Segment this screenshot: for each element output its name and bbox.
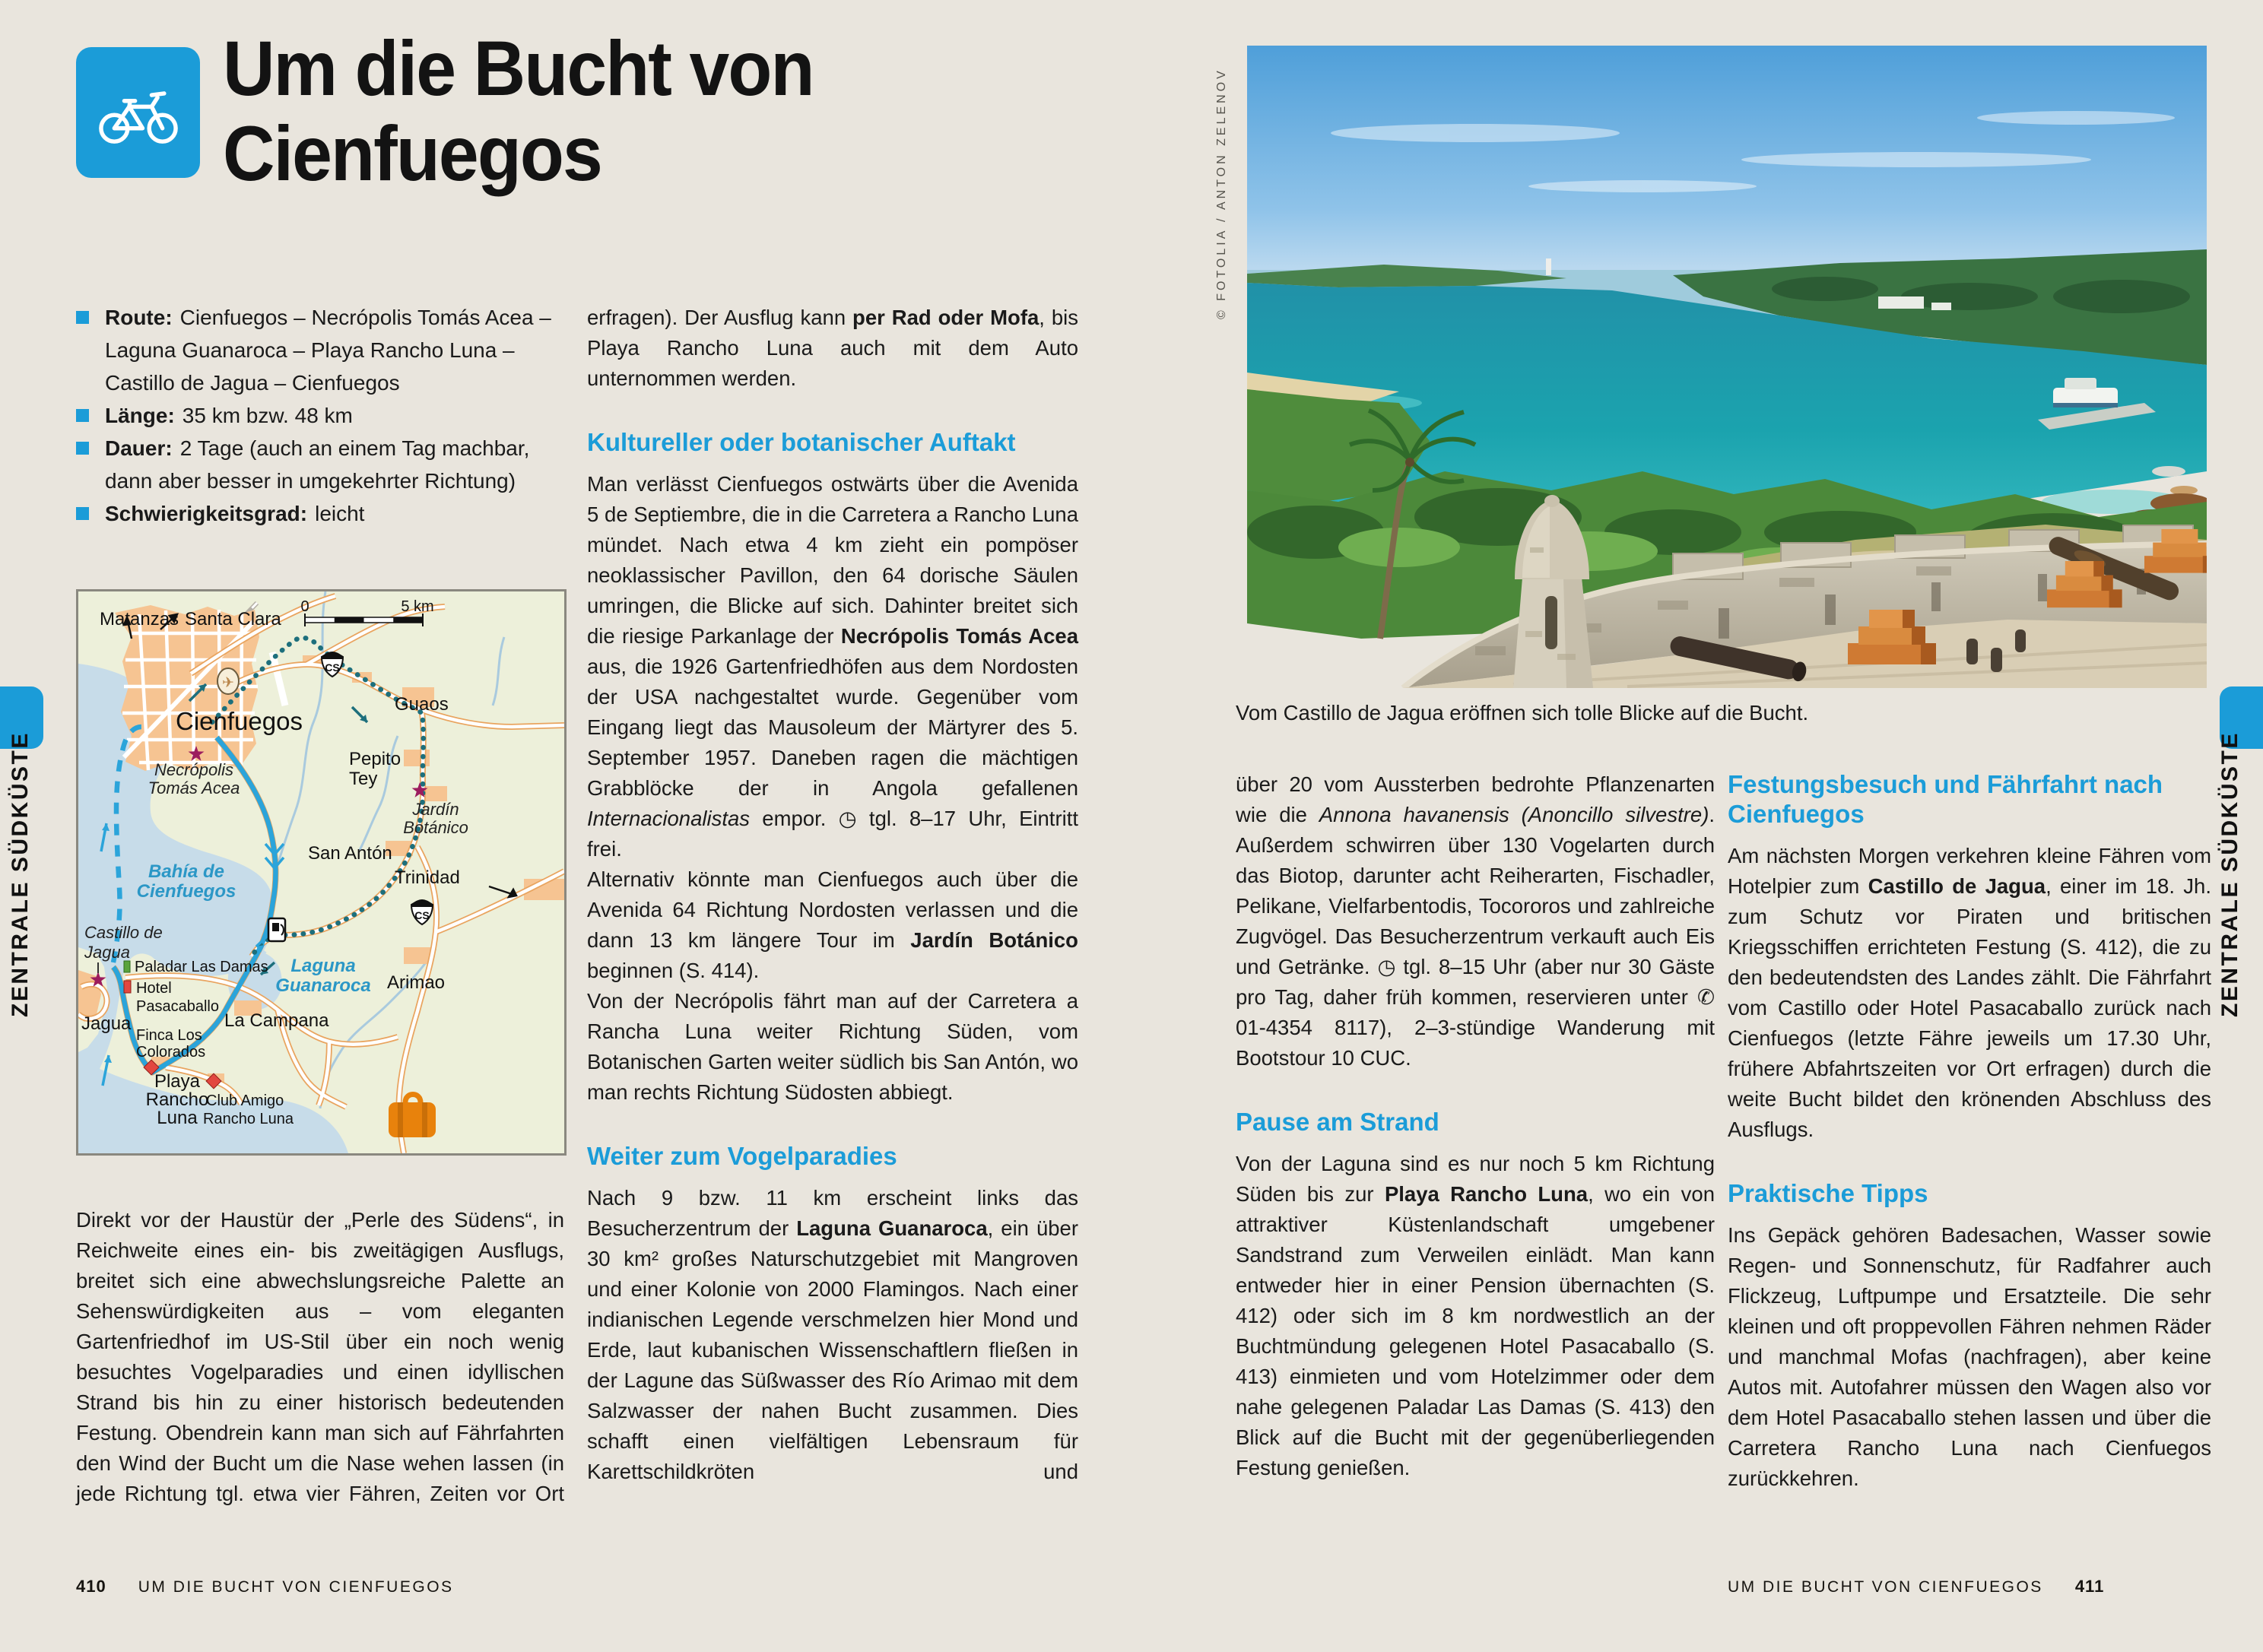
svg-text:Guanaroca: Guanaroca bbox=[275, 975, 371, 996]
right-page-column-1 bbox=[1236, 769, 1715, 1483]
svg-text:Laguna: Laguna bbox=[290, 956, 356, 976]
running-title: UM DIE BUCHT VON CIENFUEGOS bbox=[1728, 1578, 2043, 1596]
paragraph: Von der Necrópolis fährt man auf der Carretera a Rancha Luna weiter Richtung Süden, vom Botanischen Garten weiter südlich bis San Antón, wo man rechts Richtung Südosten abbiegt. bbox=[587, 989, 1078, 1104]
right-page-column-2 bbox=[1728, 769, 2211, 1494]
svg-text:Playa: Playa bbox=[154, 1071, 201, 1092]
svg-text:CS: CS bbox=[414, 909, 430, 921]
paragraph: Am nächsten Morgen verkehren kleine Fähren vom Hotelpier zum Castillo de Jagua, einer im 18. Jh. zum Schutz vor Piraten und britischen Kriegsschiffen errichteten Festung (S. 412), die zu den bedeutendsten des Landes zählt. Die Fährfahrt vom Castillo oder Hotel Pasacaballo zurück nach Cienfuegos (letzte Fähre jeweils um 17.30 Uhr, frühere Abfahrtszeiten vor Ort erfragen) durch die weite Bucht bildet den krönenden Abschluss des Ausflugs. bbox=[1728, 844, 2211, 1141]
svg-text:Bahía de: Bahía de bbox=[148, 861, 225, 882]
running-title: UM DIE BUCHT VON CIENFUEGOS bbox=[138, 1578, 454, 1596]
footer-right bbox=[1728, 1577, 2104, 1597]
svg-text:Colorados: Colorados bbox=[136, 1044, 206, 1061]
spec-length: Länge: 35 km bzw. 48 km bbox=[76, 399, 563, 432]
bullet-square-icon bbox=[76, 507, 89, 520]
section-heading: Pause am Strand bbox=[1236, 1108, 1439, 1136]
photo-credit: © FOTOLIA / ANTON ZELENOV bbox=[1215, 68, 1228, 319]
svg-text:Jagua: Jagua bbox=[81, 1013, 132, 1034]
left-page-column-2 bbox=[587, 303, 1078, 1487]
svg-text:Tomás Acea: Tomás Acea bbox=[148, 778, 240, 797]
bicycle-icon bbox=[76, 47, 200, 178]
svg-text:0: 0 bbox=[300, 598, 309, 615]
airport-icon bbox=[217, 668, 239, 694]
page-title: Um die Bucht von Cienfuegos bbox=[223, 25, 814, 197]
section-tab-right: ZENTRALE SÜDKÜSTE bbox=[2217, 731, 2242, 1017]
svg-text:Matanzas: Matanzas bbox=[100, 609, 179, 629]
page-number: 411 bbox=[2074, 1577, 2105, 1596]
section-heading: Kultureller oder botanischer Auftakt bbox=[587, 428, 1016, 456]
bullet-square-icon bbox=[76, 442, 89, 455]
page-number: 410 bbox=[76, 1577, 106, 1596]
bullet-square-icon bbox=[76, 311, 89, 324]
section-heading: Festungsbesuch und Fährfahrt nach Cienfuegos bbox=[1728, 770, 2163, 828]
svg-text:La Campana: La Campana bbox=[224, 1010, 329, 1031]
svg-text:Santa Clara: Santa Clara bbox=[185, 609, 281, 629]
paragraph: Von der Laguna sind es nur noch 5 km Richtung Süden bis zur Playa Rancho Luna, wo ein von attraktiver Küstenlandschaft umgebener Sandstrand zum Verweilen einlädt. Man kann entweder hier in einer Pension übernachten (S. 412) oder sich im 8 km nordwestlich an der Buchtmündung gelegenen Hotel Pasacaballo (S. 413) einmieten und vom Hotelzimmer oder dem nahe gelegenen Paladar Las Damas (S. 413) den Blick auf die Bucht mit der gegenüberliegenden Festung genießen. bbox=[1236, 1152, 1715, 1479]
svg-text:Rancho Luna: Rancho Luna bbox=[203, 1111, 294, 1127]
svg-text:Cienfuegos: Cienfuegos bbox=[136, 881, 236, 902]
section-heading: Weiter zum Vogelparadies bbox=[587, 1142, 897, 1170]
svg-text:Trinidad: Trinidad bbox=[395, 867, 460, 888]
svg-text:5 km: 5 km bbox=[401, 598, 434, 615]
spec-route: Route: Cienfuegos – Necrópolis Tomás Acea – Laguna Guanaroca – Playa Rancho Luna – Castillo de Jagua – Cienfuegos bbox=[76, 301, 563, 399]
paragraph: Man verlässt Cienfuegos ostwärts über die Avenida 5 de Septiembre, die in die Carretera a Rancho Luna mündet. Nach etwa 4 km zieht ein pompöser neoklassischer Pavillon, den 64 dorische Säulen umringen, die Blicke auf sich. Dahinter breitet sich die riesige Parkanlage der Necrópolis Tomás Acea aus, die 1926 Gartenfriedhöfen aus dem Nordosten der USA nachgestaltet wurde. Gegenüber vom Eingang liegt das Mausoleum der Märtyrer des 5. September 1957. Daneben ragen die mächtigen Grabblöcke der in Angola gefallenen Internacionalistas empor. ◷ tgl. 8–17 Uhr, Eintritt frei. bbox=[587, 472, 1079, 861]
svg-text:✈: ✈ bbox=[222, 675, 234, 691]
route-map bbox=[76, 589, 567, 1156]
gas-station-icon bbox=[268, 918, 285, 941]
photo-caption: Vom Castillo de Jagua eröffnen sich tolle Blicke auf die Bucht. bbox=[1236, 701, 1809, 725]
spec-difficulty: Schwierigkeitsgrad: leicht bbox=[76, 497, 563, 530]
paragraph: Alternativ könnte man Cienfuegos auch über die Avenida 64 Richtung Nordosten verlassen und die dann 13 km längere Tour im Jardín Botánico beginnen (S. 414). bbox=[587, 867, 1078, 982]
bullet-square-icon bbox=[76, 409, 89, 422]
svg-text:Tey: Tey bbox=[349, 769, 378, 789]
paragraph: Ins Gepäck gehören Badesachen, Wasser sowie Regen- und Sonnenschutz, für Radfahrer auch Flickzeug, Luftpumpe und Ersatzteile. Die sehr kleinen und oft proppevollen Fähren nehmen Räder und manchmal Mofas (nachfragen), aber keine Autos mit. Autofahrer müssen den Wagen also vor dem Hotel Pasacaballo stehen lassen und über die Carretera Rancho Luna nach Cienfuegos zurückkehren. bbox=[1728, 1223, 2211, 1490]
section-heading: Praktische Tipps bbox=[1728, 1179, 1928, 1207]
svg-text:Hotel: Hotel bbox=[136, 980, 172, 997]
svg-text:Luna: Luna bbox=[157, 1108, 198, 1128]
paragraph: erfragen). Der Ausflug kann per Rad oder Mofa, bis Playa Rancho Luna auch mit dem Auto unternommen werden. bbox=[587, 306, 1079, 390]
svg-text:Pasacaballo: Pasacaballo bbox=[136, 998, 219, 1015]
svg-text:Club Amigo: Club Amigo bbox=[206, 1092, 284, 1109]
svg-text:CS: CS bbox=[325, 661, 340, 674]
svg-text:Rancho: Rancho bbox=[145, 1089, 209, 1110]
spec-duration: Dauer: 2 Tage (auch an einem Tag machbar, dann aber besser in umgekehrter Richtung) bbox=[76, 432, 563, 497]
paragraph: über 20 vom Aussterben bedrohte Pflanzenarten wie die Annona havanensis (Anoncillo silvestre). Außerdem schwirren über 130 Vogelarten durch das Biotop, darunter acht Reiherarten, Fischadler, Pelikane, Vielfarbentodis, Tocororos und zahlreiche Zugvögel. Das Besucherzentrum verkauft auch Eis und Getränke. ◷ tgl. 8–15 Uhr (aber nur 30 Gäste pro Tag, daher früh kommen, reservieren unter ✆ 01-4354 8117), 2–3-stündige Wanderung mit Bootstour 10 CUC. bbox=[1236, 772, 1715, 1070]
svg-text:Jagua: Jagua bbox=[84, 943, 130, 962]
route-specs bbox=[76, 301, 563, 530]
svg-text:Arimao: Arimao bbox=[387, 972, 446, 993]
svg-text:Castillo de: Castillo de bbox=[84, 923, 163, 942]
svg-text:San Antón: San Antón bbox=[308, 843, 392, 864]
svg-text:Necrópolis: Necrópolis bbox=[154, 760, 233, 779]
svg-text:Paladar Las Damas: Paladar Las Damas bbox=[135, 959, 268, 975]
section-tab-left: ZENTRALE SÜDKÜSTE bbox=[8, 731, 33, 1017]
svg-text:Cienfuegos: Cienfuegos bbox=[176, 707, 303, 735]
footer-left bbox=[76, 1577, 454, 1597]
paragraph: Nach 9 bzw. 11 km erscheint links das Besucherzentrum der Laguna Guanaroca, ein über 30 km² großes Naturschutzgebiet mit Mangroven und einer Kolonie von 2000 Flamingos. Nach einer indianischen Legende verschmelzen hier Mond und Erde, laut kubanischen Wissenschaftlern fließen in der Lagune das Süßwasser des Río Arimao mit dem Salzwasser der nahen Bucht zusammen. Dies schafft einen vielfältigen Lebensraum für Karettschildkröten und bbox=[587, 1186, 1078, 1483]
svg-text:Pepito: Pepito bbox=[349, 749, 402, 769]
svg-text:Botánico: Botánico bbox=[403, 818, 468, 837]
svg-text:Finca Los: Finca Los bbox=[136, 1027, 202, 1044]
castillo-photo bbox=[1247, 46, 2207, 688]
intro-paragraph: Direkt vor der Haustür der „Perle des Südens“, in Reichweite eines ein- bis zweitägigen Ausflugs, breitet sich eine abwechslungsreiche Palette an Sehenswürdigkeiten aus – vom eleganten Gartenfriedhof im US-Stil über ein noch wenig besuchtes Vogelparadies und einen idyllischen Strand bis hin zu einer historisch bedeutenden Festung. Obendrein kann man sich auf Fährfahrten den Wind der Bucht um die Nase wehen lassen (in jede Richtung tgl. etwa vier Fähren, Zeiten vor Ort bbox=[76, 1208, 564, 1505]
svg-text:Jardín: Jardín bbox=[412, 800, 459, 819]
svg-text:Guaos: Guaos bbox=[395, 694, 449, 715]
